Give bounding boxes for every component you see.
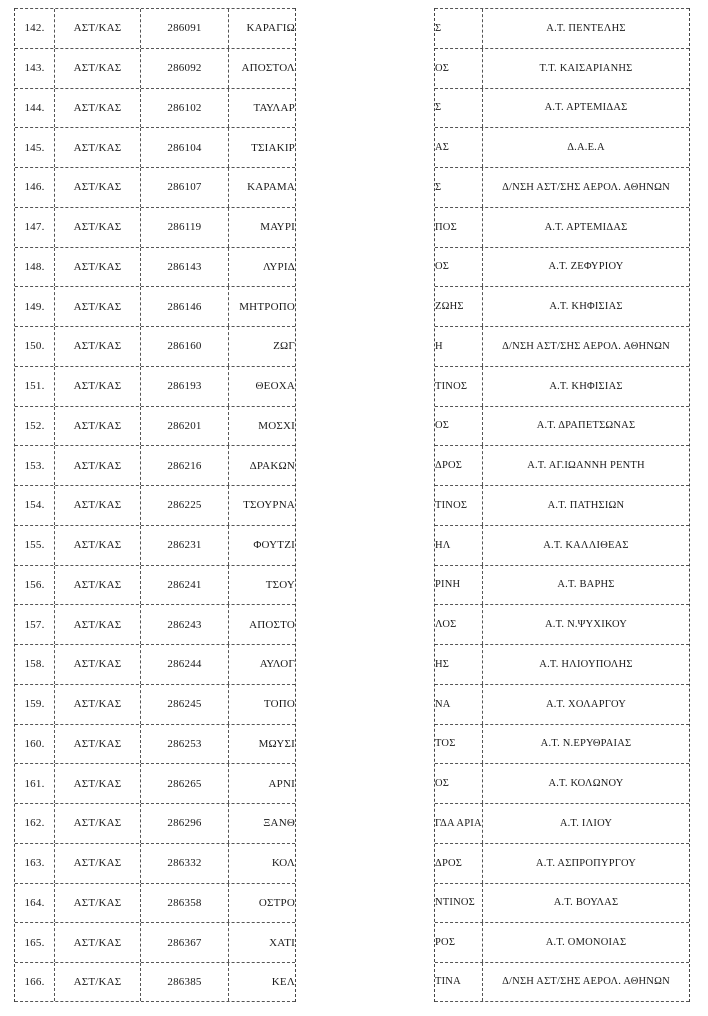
rank-cell: ΑΣΤ/ΚΑΣ [55, 446, 141, 485]
table-row [15, 366, 295, 406]
table-row [15, 962, 295, 1002]
name-fragment-cell: ΝΤΙΝΟΣ [435, 884, 483, 923]
surname-cell: ΧΑΤΙ [269, 936, 295, 949]
assigned-unit-cell: Α.Τ. ΗΛΙΟΥΠΟΛΗΣ [539, 658, 633, 670]
table-row [435, 247, 689, 287]
assigned-unit-cell: Τ.Τ. ΚΑΙΣΑΡΙΑΝΗΣ [539, 62, 633, 74]
table-row [435, 922, 689, 962]
table-row [435, 604, 689, 644]
table-row [15, 525, 295, 565]
table-row [15, 48, 295, 88]
assigned-unit-cell: Α.Τ. ΑΡΤΕΜΙΔΑΣ [544, 221, 628, 233]
assigned-unit-cell: Α.Τ. ΙΛΙΟΥ [559, 817, 613, 829]
rank-cell: ΑΣΤ/ΚΑΣ [55, 844, 141, 883]
table-row [435, 684, 689, 724]
table-row [435, 724, 689, 764]
rank-cell: ΑΣΤ/ΚΑΣ [55, 248, 141, 287]
surname-cell: ΜΩΥΣΙ [258, 737, 295, 750]
service-id-cell: 286107 [141, 168, 229, 207]
rank-cell: ΑΣΤ/ΚΑΣ [55, 526, 141, 565]
table-row [15, 604, 295, 644]
table-row [435, 644, 689, 684]
row-number: 160. [15, 725, 55, 764]
table-row [15, 445, 295, 485]
surname-cell: ΛΥΡΙΔ [262, 260, 295, 273]
table-row [435, 843, 689, 883]
name-fragment-cell: ΗΛ [435, 526, 483, 565]
table-row [435, 127, 689, 167]
table-row [435, 962, 689, 1002]
row-number: 147. [15, 208, 55, 247]
name-fragment-cell: ΑΣ [435, 128, 483, 167]
table-row [15, 883, 295, 923]
name-fragment-cell: Σ [435, 9, 483, 48]
table-row [15, 8, 295, 48]
row-number: 157. [15, 605, 55, 644]
surname-cell: ΔΡΑΚΩΝ [249, 459, 295, 472]
table-row [15, 127, 295, 167]
service-id-cell: 286244 [141, 645, 229, 684]
service-id-cell: 286243 [141, 605, 229, 644]
assigned-unit-cell: Α.Τ. ΚΑΛΛΙΘΕΑΣ [543, 539, 629, 551]
row-number: 151. [15, 367, 55, 406]
rank-cell: ΑΣΤ/ΚΑΣ [55, 685, 141, 724]
assigned-unit-cell: Δ/ΝΣΗ ΑΣΤ/ΣΗΣ ΑΕΡΟΛ. ΑΘΗΝΩΝ [502, 181, 670, 193]
rank-cell: ΑΣΤ/ΚΑΣ [55, 923, 141, 962]
rank-cell: ΑΣΤ/ΚΑΣ [55, 287, 141, 326]
name-fragment-cell: ΖΩΗΣ [435, 287, 483, 326]
surname-cell: ΚΑΡΑΜΑ [247, 181, 295, 194]
assigned-unit-cell: Α.Τ. ΚΗΦΙΣΙΑΣ [549, 301, 623, 313]
table-row [15, 644, 295, 684]
row-number: 156. [15, 566, 55, 605]
name-fragment-cell: ΠΟΣ [435, 208, 483, 247]
row-number: 142. [15, 9, 55, 48]
service-id-cell: 286385 [141, 963, 229, 1001]
service-id-cell: 286092 [141, 49, 229, 88]
name-fragment-cell: Σ [435, 168, 483, 207]
name-fragment-cell: ΔΡΟΣ [435, 844, 483, 883]
table-row [15, 167, 295, 207]
left-page-strip [14, 8, 296, 1002]
service-id-cell: 286091 [141, 9, 229, 48]
name-fragment-cell: ΤΙΝΟΣ [435, 367, 483, 406]
table-row [435, 763, 689, 803]
rank-cell: ΑΣΤ/ΚΑΣ [55, 407, 141, 446]
row-number: 164. [15, 884, 55, 923]
assigned-unit-cell: Α.Τ. ΑΣΠΡΟΠΥΡΓΟΥ [535, 857, 637, 869]
row-number: 166. [15, 963, 55, 1001]
service-id-cell: 286193 [141, 367, 229, 406]
rank-cell: ΑΣΤ/ΚΑΣ [55, 566, 141, 605]
service-id-cell: 286231 [141, 526, 229, 565]
service-id-cell: 286332 [141, 844, 229, 883]
service-id-cell: 286245 [141, 685, 229, 724]
surname-cell: ΤΟΠΟ [263, 698, 295, 711]
rank-cell: ΑΣΤ/ΚΑΣ [55, 208, 141, 247]
table-row [15, 922, 295, 962]
assigned-unit-cell: Δ/ΝΣΗ ΑΣΤ/ΣΗΣ ΑΕΡΟΛ. ΑΘΗΝΩΝ [502, 976, 670, 988]
table-row [435, 326, 689, 366]
row-number: 145. [15, 128, 55, 167]
name-fragment-cell: ΔΡΟΣ [435, 446, 483, 485]
assigned-unit-cell: Α.Τ. ΚΟΛΩΝΟΥ [548, 778, 624, 790]
table-row [435, 366, 689, 406]
rank-cell: ΑΣΤ/ΚΑΣ [55, 486, 141, 525]
table-row [15, 763, 295, 803]
assigned-unit-cell: Α.Τ. Ν.ΨΥΧΙΚΟΥ [544, 619, 627, 631]
assigned-unit-cell: Α.Τ. ΚΗΦΙΣΙΑΣ [549, 380, 623, 392]
surname-cell: ΑΡΝΙ [268, 777, 295, 790]
table-row [15, 88, 295, 128]
rank-cell: ΑΣΤ/ΚΑΣ [55, 764, 141, 803]
name-fragment-cell: ΡΙΝΗ [435, 566, 483, 605]
rank-cell: ΑΣΤ/ΚΑΣ [55, 168, 141, 207]
name-fragment-cell: ΟΣ [435, 248, 483, 287]
name-fragment-cell: ΗΣ [435, 645, 483, 684]
surname-cell: ΚΟΛ [271, 857, 295, 870]
service-id-cell: 286146 [141, 287, 229, 326]
rank-cell: ΑΣΤ/ΚΑΣ [55, 725, 141, 764]
name-fragment-cell: ΤΟΣ [435, 725, 483, 764]
service-id-cell: 286296 [141, 804, 229, 843]
table-row [435, 207, 689, 247]
table-row [15, 247, 295, 287]
service-id-cell: 286241 [141, 566, 229, 605]
surname-cell: ΤΑΥΛΑΡ [253, 101, 295, 114]
table-row [15, 406, 295, 446]
name-fragment-cell: ΡΟΣ [435, 923, 483, 962]
table-row [435, 883, 689, 923]
service-id-cell: 286160 [141, 327, 229, 366]
name-fragment-cell: ΤΙΝΑ [435, 963, 483, 1001]
assigned-unit-cell: Δ/ΝΣΗ ΑΣΤ/ΣΗΣ ΑΕΡΟΛ. ΑΘΗΝΩΝ [502, 340, 670, 352]
row-number: 159. [15, 685, 55, 724]
name-fragment-cell: ΟΣ [435, 764, 483, 803]
service-id-cell: 286367 [141, 923, 229, 962]
service-id-cell: 286143 [141, 248, 229, 287]
surname-cell: ΞΑΝΘ [263, 817, 295, 830]
row-number: 155. [15, 526, 55, 565]
rank-cell: ΑΣΤ/ΚΑΣ [55, 89, 141, 128]
rank-cell: ΑΣΤ/ΚΑΣ [55, 605, 141, 644]
surname-cell: ΑΠΟΣΤΟ [249, 618, 295, 631]
service-id-cell: 286265 [141, 764, 229, 803]
service-id-cell: 286201 [141, 407, 229, 446]
service-id-cell: 286358 [141, 884, 229, 923]
name-fragment-cell: Η [435, 327, 483, 366]
table-row [15, 286, 295, 326]
name-fragment-cell: ΛΟΣ [435, 605, 483, 644]
assigned-unit-cell: Α.Τ. Ν.ΕΡΥΘΡΑΙΑΣ [540, 738, 632, 750]
row-number: 162. [15, 804, 55, 843]
row-number: 146. [15, 168, 55, 207]
row-number: 153. [15, 446, 55, 485]
table-row [15, 684, 295, 724]
surname-cell: ΜΟΣΧΙ [258, 419, 295, 432]
assigned-unit-cell: Α.Τ. ΟΜΟΝΟΙΑΣ [545, 937, 627, 949]
table-row [435, 445, 689, 485]
name-fragment-cell: ΟΣ [435, 49, 483, 88]
surname-cell: ΘΕΟΧΑ [255, 380, 295, 393]
table-row [435, 48, 689, 88]
service-id-cell: 286225 [141, 486, 229, 525]
rank-cell: ΑΣΤ/ΚΑΣ [55, 367, 141, 406]
right-page-strip [434, 8, 690, 1002]
assigned-unit-cell: Α.Τ. ΔΡΑΠΕΤΣΩΝΑΣ [536, 420, 636, 432]
table-row [15, 565, 295, 605]
row-number: 143. [15, 49, 55, 88]
rank-cell: ΑΣΤ/ΚΑΣ [55, 804, 141, 843]
name-fragment-cell: ΤΙΝΟΣ [435, 486, 483, 525]
row-number: 154. [15, 486, 55, 525]
assigned-unit-cell: Α.Τ. ΒΑΡΗΣ [557, 579, 615, 591]
surname-cell: ΤΣΟΥ [265, 578, 295, 591]
rank-cell: ΑΣΤ/ΚΑΣ [55, 884, 141, 923]
table-row [15, 326, 295, 366]
table-row [15, 803, 295, 843]
assigned-unit-cell: Α.Τ. ΧΟΛΑΡΓΟΥ [545, 698, 627, 710]
assigned-unit-cell: Α.Τ. ΠΑΤΗΣΙΩΝ [547, 499, 625, 511]
row-number: 163. [15, 844, 55, 883]
table-row [15, 843, 295, 883]
service-id-cell: 286253 [141, 725, 229, 764]
service-id-cell: 286104 [141, 128, 229, 167]
table-row [435, 803, 689, 843]
surname-cell: ΦΟΥΤΖΙ [253, 539, 295, 552]
assigned-unit-cell: Α.Τ. ΒΟΥΛΑΣ [553, 897, 619, 909]
row-number: 165. [15, 923, 55, 962]
table-row [435, 525, 689, 565]
rank-cell: ΑΣΤ/ΚΑΣ [55, 327, 141, 366]
row-number: 158. [15, 645, 55, 684]
surname-cell: ΖΩΓ [273, 340, 295, 353]
table-row [435, 286, 689, 326]
row-number: 152. [15, 407, 55, 446]
surname-cell: ΚΕΛ [271, 975, 295, 988]
surname-cell: ΜΑΥΡΙ [260, 221, 295, 234]
table-row [435, 88, 689, 128]
assigned-unit-cell: Α.Τ. ΖΕΦΥΡΙΟΥ [548, 261, 624, 273]
row-number: 150. [15, 327, 55, 366]
surname-cell: ΤΣΟΥΡΝΑ [243, 499, 295, 512]
table-row [435, 8, 689, 48]
table-row [435, 485, 689, 525]
assigned-unit-cell: Δ.Α.Ε.Α [567, 142, 605, 154]
service-id-cell: 286119 [141, 208, 229, 247]
row-number: 161. [15, 764, 55, 803]
table-row [15, 207, 295, 247]
row-number: 149. [15, 287, 55, 326]
row-number: 148. [15, 248, 55, 287]
assigned-unit-cell: Α.Τ. ΑΡΤΕΜΙΔΑΣ [544, 102, 628, 114]
surname-cell: ΟΣΤΡΟ [258, 896, 295, 909]
surname-cell: ΑΥΛΟΓ [259, 658, 295, 671]
assigned-unit-cell: Α.Τ. ΑΓ.ΙΩΑΝΝΗ ΡΕΝΤΗ [527, 460, 645, 472]
rank-cell: ΑΣΤ/ΚΑΣ [55, 9, 141, 48]
rank-cell: ΑΣΤ/ΚΑΣ [55, 963, 141, 1001]
assigned-unit-cell: Α.Τ. ΠΕΝΤΕΛΗΣ [546, 22, 626, 34]
rank-cell: ΑΣΤ/ΚΑΣ [55, 49, 141, 88]
service-id-cell: 286102 [141, 89, 229, 128]
surname-cell: ΚΑΡΑΓΙΩ [246, 22, 295, 35]
name-fragment-cell: Σ [435, 89, 483, 128]
surname-cell: ΜΗΤΡΟΠΟ [239, 300, 295, 313]
table-row [15, 485, 295, 525]
surname-cell: ΑΠΟΣΤΟΛ [241, 62, 295, 75]
row-number: 144. [15, 89, 55, 128]
surname-cell: ΤΣΙΑΚΙΡ [251, 141, 295, 154]
table-row [435, 167, 689, 207]
name-fragment-cell: ΟΣ [435, 407, 483, 446]
rank-cell: ΑΣΤ/ΚΑΣ [55, 645, 141, 684]
table-row [15, 724, 295, 764]
table-row [435, 406, 689, 446]
table-row [435, 565, 689, 605]
name-fragment-cell: ΝΑ [435, 685, 483, 724]
service-id-cell: 286216 [141, 446, 229, 485]
rank-cell: ΑΣΤ/ΚΑΣ [55, 128, 141, 167]
name-fragment-cell: ΓΔΑ ΑΡΙΑ [435, 804, 483, 843]
